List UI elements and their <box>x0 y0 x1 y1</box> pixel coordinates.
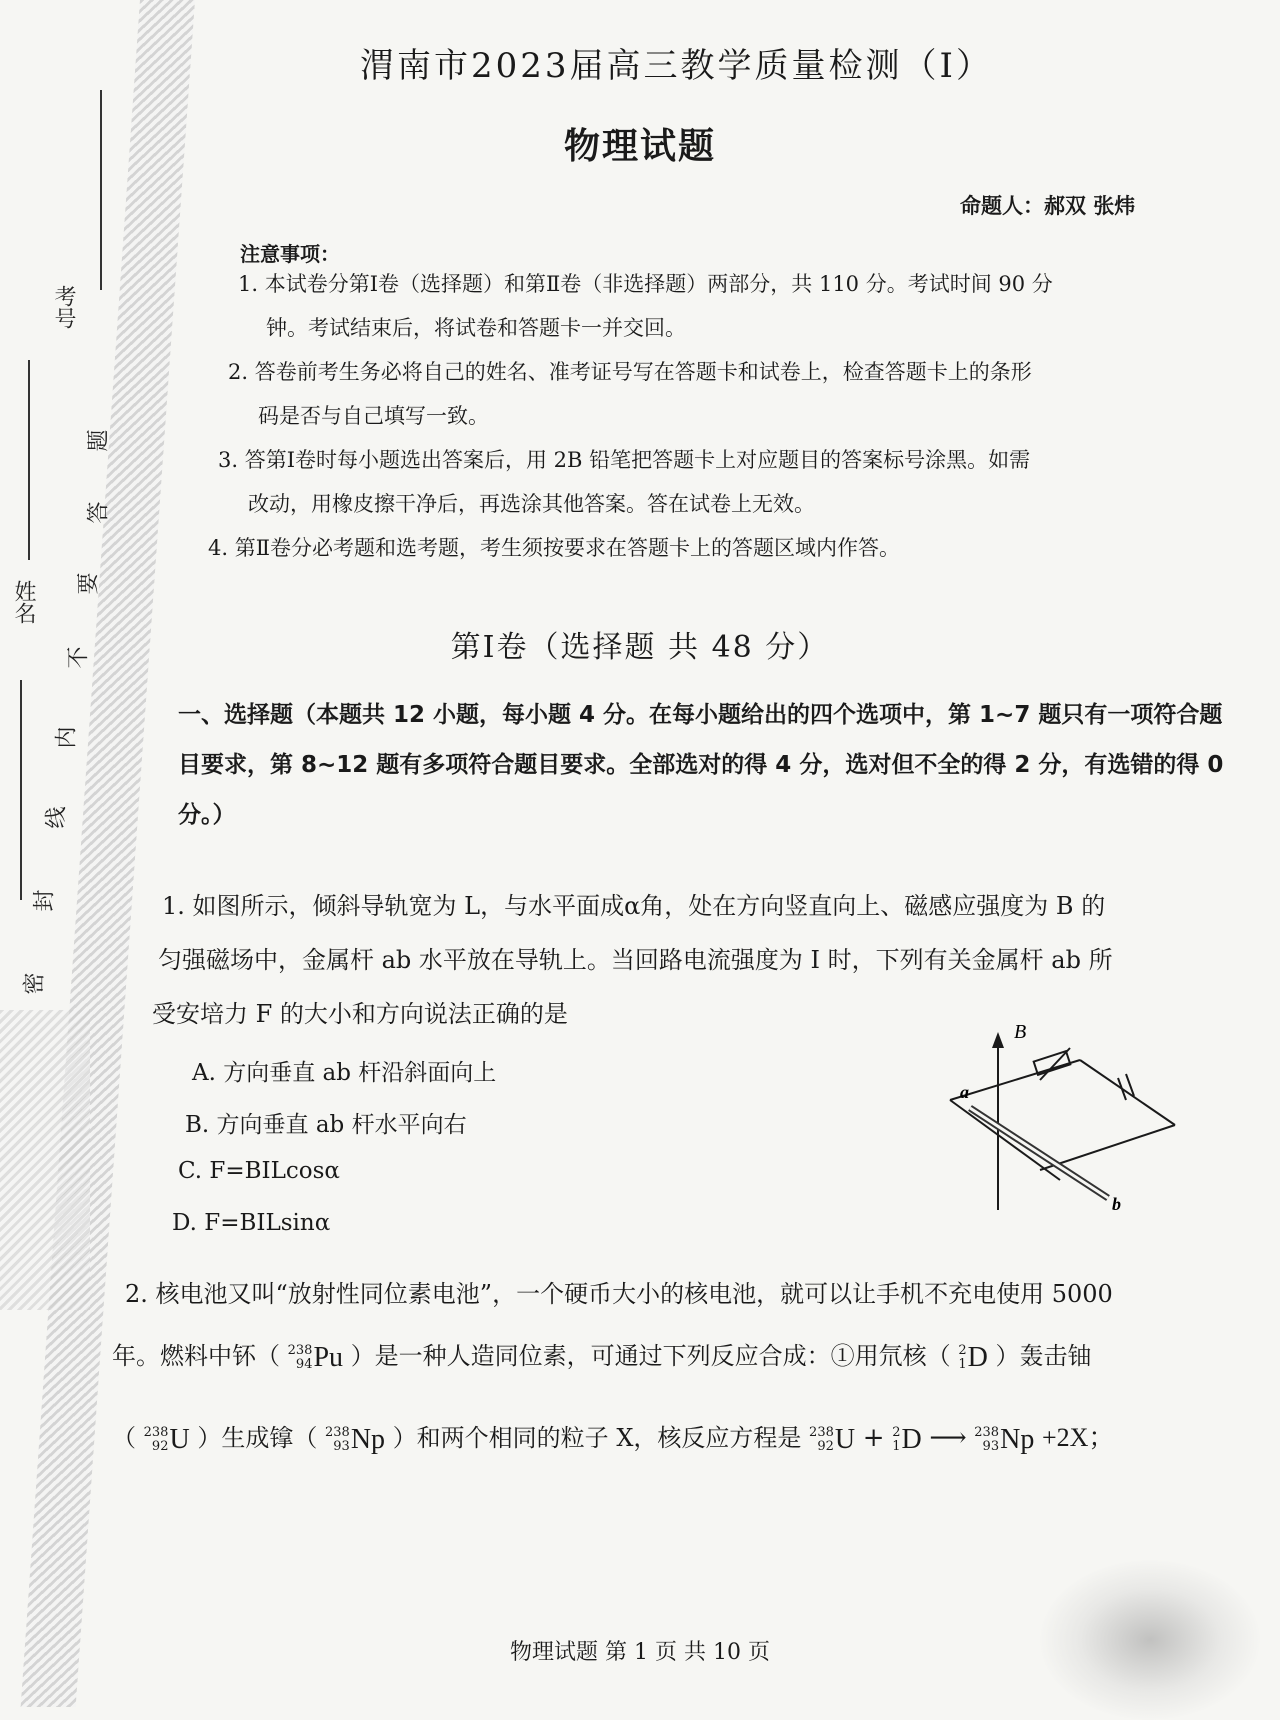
name-label: 姓名 <box>11 580 36 624</box>
seal-char: 答 <box>86 501 112 524</box>
note-line: 4. 第Ⅱ卷分必考题和选考题，考生须按要求在答题卡上的答题区域内作答。 <box>208 536 900 560</box>
nuclide-symbol: Pu <box>313 1341 344 1373</box>
option-b: B. 方向垂直 ab 杆水平向右 <box>185 1112 467 1138</box>
nuclide-symbol: U <box>834 1423 856 1455</box>
seal-char: 线 <box>44 806 70 829</box>
option-c: C. F=BILcosα <box>178 1158 340 1184</box>
subject-title: 物理试题 <box>563 126 716 167</box>
reaction-arrow: ⟶ <box>929 1423 967 1453</box>
nuclide-pu <box>288 1332 343 1384</box>
nuclide-atomic: 93 <box>982 1438 1000 1454</box>
nuclide-atomic: 93 <box>333 1438 350 1454</box>
option-d: D. F=BILsinα <box>172 1210 331 1236</box>
q2-text: ）生成镎（ <box>197 1424 318 1452</box>
nuclide-mass: 2 <box>958 1342 967 1358</box>
nuclide-symbol: Np <box>1000 1423 1035 1455</box>
exam-title: 渭南市2023届高三教学质量检测（Ⅰ） <box>360 46 993 86</box>
note-item <box>238 262 1198 350</box>
equation-tail: +2X； <box>1041 1423 1115 1452</box>
equation-d <box>892 1414 922 1466</box>
note-item <box>208 526 1168 570</box>
left-rail <box>950 1100 1060 1180</box>
note-line: 2. 答卷前考生务必将自己的姓名、准考证号写在答题卡和试卷上，检查答题卡上的条形 <box>228 360 1032 384</box>
seal-char: 内 <box>54 726 80 749</box>
metal-rod-highlight <box>970 1108 1108 1198</box>
part-title: 第Ⅰ卷（选择题 共 48 分） <box>450 630 830 665</box>
nuclide-np <box>325 1414 385 1466</box>
figure-label-b: b <box>1112 1194 1121 1214</box>
note-item <box>228 350 1188 438</box>
nuclide-u <box>144 1414 190 1466</box>
nuclide-mass: 238 <box>809 1424 834 1440</box>
seal-char: 不 <box>66 646 92 669</box>
seal-line <box>20 680 22 900</box>
option-a: A. 方向垂直 ab 杆沿斜面向上 <box>192 1060 497 1086</box>
q2-text: ）和两个相同的粒子 X，核反应方程是 <box>392 1424 802 1452</box>
q2-text: 年。燃料中钚（ <box>112 1342 280 1370</box>
note-item <box>218 438 1178 526</box>
nuclide-d <box>958 1332 988 1384</box>
nuclide-mass: 238 <box>143 1424 169 1440</box>
rail-circuit-figure <box>930 1020 1200 1240</box>
seal-char: 密 <box>22 972 48 995</box>
nuclide-atomic: 92 <box>817 1438 834 1454</box>
nuclide-mass: 238 <box>974 1424 1000 1440</box>
nuclide-symbol: U <box>169 1423 190 1455</box>
plus-sign: + <box>862 1423 885 1453</box>
note-line: 3. 答第Ⅰ卷时每小题选出答案后，用 2B 铅笔把答题卡上对应题目的答案标号涂黑。如需 <box>218 448 1031 472</box>
question-1-line: 受安培力 F 的大小和方向说法正确的是 <box>152 1000 568 1028</box>
figure-label-b-field: B <box>1014 1021 1027 1043</box>
note-line: 钟。考试结束后，将试卷和答题卡一并交回。 <box>266 316 686 340</box>
q2-text: ）是一种人造同位素，可通过下列反应合成：①用氘核（ <box>350 1342 951 1370</box>
notes-title: 注意事项： <box>240 242 340 266</box>
seal-char: 要 <box>76 572 102 595</box>
exam-no-label: 考号 <box>51 285 76 329</box>
question-1-line: 匀强磁场中，金属杆 ab 水平放在导轨上。当回路电流强度为 I 时，下列有关金属杆 ab 所 <box>158 946 1113 974</box>
question-1-line: 1. 如图所示，倾斜导轨宽为 L，与水平面成α角，处在方向竖直向上、磁感应强度为 B 的 <box>162 892 1106 920</box>
nuclide-atomic: 92 <box>151 1438 169 1454</box>
note-line: 码是否与自己填写一致。 <box>258 404 489 428</box>
nuclide-symbol: Np <box>350 1423 386 1455</box>
question-2-line <box>112 1330 1242 1384</box>
scan-smudge <box>1040 1560 1260 1720</box>
nuclide-mass: 2 <box>892 1424 901 1440</box>
figure-label-a: a <box>960 1082 969 1102</box>
capacitor-plate <box>1118 1078 1126 1100</box>
q2-text: ）轰击铀 <box>995 1342 1092 1370</box>
nuclide-atomic: 1 <box>892 1438 901 1454</box>
nuclide-mass: 238 <box>287 1342 313 1358</box>
name-line <box>28 360 30 560</box>
upper-rail <box>950 1060 1080 1100</box>
margin-hatch-lower <box>0 1010 90 1310</box>
b-field-arrow-head <box>992 1032 1004 1048</box>
seal-char: 题 <box>86 429 112 452</box>
question-2-line: 2. 核电池又叫“放射性同位素电池”，一个硬币大小的核电池，就可以让手机不充电使用 5000 <box>125 1280 1113 1308</box>
equation-np <box>974 1414 1034 1466</box>
question-2-line <box>112 1412 1252 1466</box>
note-line: 改动，用橡皮擦干净后，再选涂其他答案。答在试卷上无效。 <box>248 492 815 516</box>
authors: 命题人：郝双 张炜 <box>960 194 1136 218</box>
nuclide-atomic: 1 <box>958 1356 967 1372</box>
nuclide-symbol: D <box>967 1341 988 1373</box>
section-intro: 一、选择题（本题共 12 小题，每小题 4 分。在每小题给出的四个选项中，第 1~7 题只有一项符合题目要求，第 8~12 题有多项符合题目要求。全部选对的得 4 分，选对但不全的得 2 分，有选错的得 0 分。） <box>178 702 1224 828</box>
right-rail <box>1080 1060 1175 1125</box>
nuclide-mass: 238 <box>324 1424 350 1440</box>
equation-u <box>809 1414 855 1466</box>
page-footer: 物理试题 第 1 页 共 10 页 <box>510 1640 770 1665</box>
q2-text: （ <box>112 1424 136 1452</box>
nuclide-symbol: D <box>901 1423 922 1455</box>
nuclide-atomic: 94 <box>295 1356 313 1372</box>
note-line: 1. 本试卷分第Ⅰ卷（选择题）和第Ⅱ卷（非选择题）两部分，共 110 分。考试时间 90 分 <box>238 272 1053 296</box>
seal-char: 封 <box>32 889 58 912</box>
